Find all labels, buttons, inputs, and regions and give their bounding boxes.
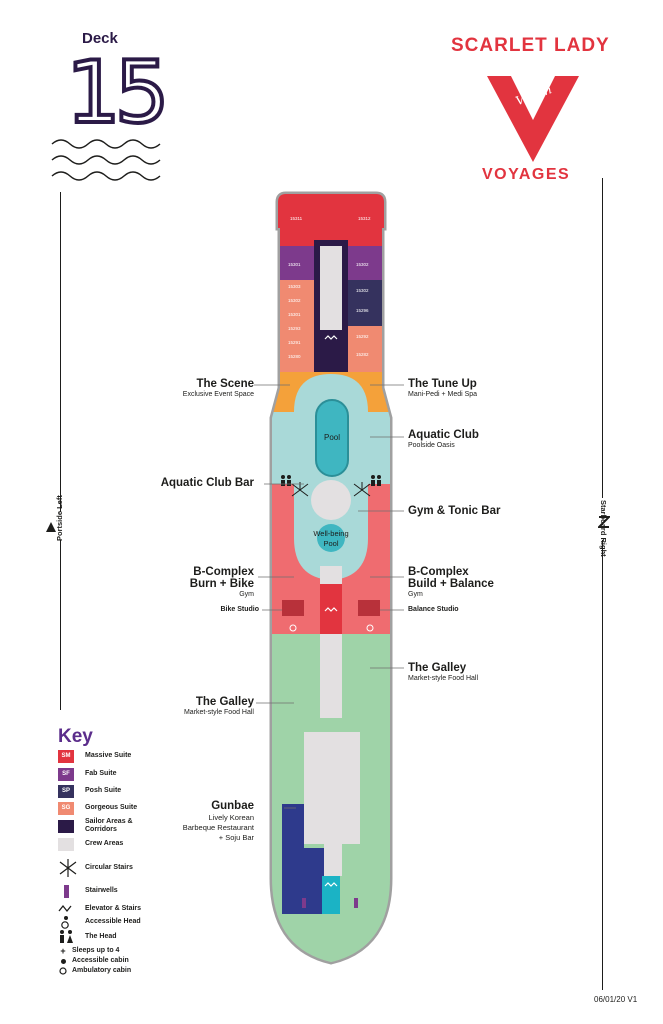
virgin-voyages-logo bbox=[485, 74, 581, 164]
key-label: Stairwells bbox=[85, 887, 118, 894]
the-scene-sub: Exclusive Event Space bbox=[182, 391, 254, 398]
key-label: Elevator & Stairs bbox=[85, 905, 142, 912]
posh-swatch: SP bbox=[58, 785, 74, 798]
head-icon bbox=[58, 930, 74, 944]
bcomplex-left-line1: B-Complex bbox=[193, 566, 254, 578]
key-label: Sleeps up to 4 bbox=[72, 947, 120, 954]
key-item-fab bbox=[58, 766, 117, 782]
crew-area-bow bbox=[320, 246, 342, 330]
key-item-ambulatory-cabin bbox=[58, 963, 131, 979]
key-label: Fab Suite bbox=[85, 770, 117, 777]
galley-left-label: The Galley bbox=[195, 696, 254, 708]
cabin-number: 15311 bbox=[290, 216, 303, 221]
pool-label: Pool bbox=[323, 433, 341, 442]
wellbeing-label-1: Well-being bbox=[313, 529, 349, 538]
key-label: Sailor Areas & Corridors bbox=[85, 818, 133, 833]
massive-suites-area bbox=[264, 188, 398, 246]
bcomplex-left-line2: Burn + Bike bbox=[189, 578, 254, 590]
cabin-number: 15302 bbox=[288, 298, 301, 303]
gorgeous-swatch: SG bbox=[58, 802, 74, 815]
key-item-crew bbox=[58, 836, 123, 852]
galley-crew-corridor bbox=[320, 634, 342, 718]
galley-left-sub: Market-style Food Hall bbox=[183, 709, 254, 716]
key-item-stairwells bbox=[58, 883, 118, 899]
elevator-gym bbox=[320, 584, 342, 634]
deck-label: Deck bbox=[82, 30, 118, 47]
ship-name: SCARLET LADY bbox=[451, 35, 610, 56]
key-item-posh bbox=[58, 783, 121, 799]
port-line-top bbox=[60, 192, 61, 512]
key-label: Crew Areas bbox=[85, 840, 124, 847]
ambulatory-cabin-icon bbox=[58, 967, 68, 975]
port-side-marker bbox=[43, 495, 75, 541]
balance-studio-room bbox=[358, 600, 380, 616]
gorgeous-suites-right bbox=[348, 326, 382, 372]
sailor-swatch bbox=[58, 820, 74, 833]
brand-name: VOYAGES bbox=[482, 166, 571, 183]
gunbae-sub2: Barbeque Restaurant bbox=[182, 823, 254, 832]
stairwell-icon bbox=[354, 898, 358, 908]
elevator-bow bbox=[320, 330, 342, 346]
gunbae-sub3: + Soju Bar bbox=[218, 833, 254, 842]
bike-studio-room bbox=[282, 600, 304, 616]
cabin-number: 15280 bbox=[288, 354, 301, 359]
cabin-number: 15293 bbox=[288, 326, 301, 331]
key-label: Circular Stairs bbox=[85, 864, 133, 871]
circular-stairs-icon bbox=[58, 858, 78, 878]
port-label: Portside Left bbox=[55, 495, 64, 541]
cabin-number: 15312 bbox=[358, 216, 371, 221]
elevator-aft bbox=[322, 876, 340, 914]
circular-stairs-center bbox=[311, 480, 351, 520]
stairwell-icon bbox=[58, 885, 74, 898]
deck-number: 15 bbox=[66, 43, 164, 143]
key-label: Posh Suite bbox=[85, 787, 122, 794]
cabin-number: 15292 bbox=[356, 334, 369, 339]
key-label: Accessible Head bbox=[85, 918, 141, 925]
bcomplex-right-line2: Build + Balance bbox=[408, 578, 494, 590]
version-stamp: 06/01/20 V1 bbox=[594, 995, 638, 1004]
key-item-accessible-head bbox=[58, 914, 141, 930]
wellbeing-label-2: Pool bbox=[323, 539, 339, 548]
cabin-number: 15302 bbox=[356, 262, 369, 267]
stairwell-icon bbox=[302, 898, 306, 908]
starboard-line-top bbox=[602, 178, 603, 498]
key-label: Gorgeous Suite bbox=[85, 804, 138, 811]
deck-plan bbox=[264, 188, 398, 970]
starboard-line-bottom bbox=[602, 540, 603, 990]
tune-up-label: The Tune Up bbox=[408, 378, 477, 390]
galley-right-label: The Galley bbox=[408, 662, 467, 674]
cabin-number: 15291 bbox=[288, 340, 301, 345]
key-label: Accessible cabin bbox=[72, 957, 129, 964]
sleeps-4-icon: + bbox=[60, 946, 66, 956]
cabin-number: 15301 bbox=[288, 312, 301, 317]
aquatic-club-label: Aquatic Club bbox=[408, 429, 479, 441]
massive-swatch: SM bbox=[58, 750, 74, 763]
galley-crew-link bbox=[324, 844, 342, 876]
logo-script: Virgin bbox=[513, 82, 554, 109]
crew-swatch bbox=[58, 838, 74, 851]
starboard-label: Starboard Right bbox=[599, 500, 608, 557]
key-label: The Head bbox=[85, 933, 117, 940]
the-scene-label: The Scene bbox=[196, 378, 254, 390]
aquatic-club-sub: Poolside Oasis bbox=[408, 442, 455, 449]
aft-deck bbox=[264, 914, 398, 970]
key-item-circular-stairs bbox=[58, 858, 133, 878]
balance-studio-label: Balance Studio bbox=[408, 606, 459, 613]
cabin-number: 15302 bbox=[356, 288, 369, 293]
gunbae-label: Gunbae bbox=[211, 800, 254, 812]
waves-icon bbox=[50, 136, 162, 182]
aquatic-club-bar-label: Aquatic Club Bar bbox=[160, 477, 254, 489]
galley-crew-block bbox=[304, 732, 360, 844]
port-line-bottom bbox=[60, 540, 61, 710]
cabin-number: 15282 bbox=[356, 352, 369, 357]
cabin-number: 15303 bbox=[288, 284, 301, 289]
tune-up-sub: Mani-Pedi + Medi Spa bbox=[408, 391, 478, 398]
bike-studio-label: Bike Studio bbox=[220, 606, 259, 613]
bcomplex-right-sub: Gym bbox=[408, 591, 423, 598]
fab-swatch: SF bbox=[58, 768, 74, 781]
starboard-side-marker bbox=[588, 500, 620, 557]
accessible-head-icon bbox=[58, 915, 74, 929]
cabin-number: 15296 bbox=[356, 308, 369, 313]
bcomplex-right-line1: B-Complex bbox=[408, 566, 469, 578]
key-label: Ambulatory cabin bbox=[72, 967, 132, 974]
key-label: Massive Suite bbox=[85, 752, 132, 759]
key-item-massive bbox=[58, 748, 131, 764]
gym-tonic-bar-label: Gym & Tonic Bar bbox=[408, 505, 501, 517]
galley-right-sub: Market-style Food Hall bbox=[408, 675, 479, 682]
key-item-sailor bbox=[58, 818, 145, 834]
key-item-gorgeous bbox=[58, 800, 137, 816]
key-title: Key bbox=[58, 726, 93, 747]
cabin-number: 15301 bbox=[288, 262, 301, 267]
posh-suites-right bbox=[348, 280, 382, 326]
gunbae-sub1: Lively Korean bbox=[208, 813, 254, 822]
bcomplex-left-sub: Gym bbox=[239, 591, 254, 598]
